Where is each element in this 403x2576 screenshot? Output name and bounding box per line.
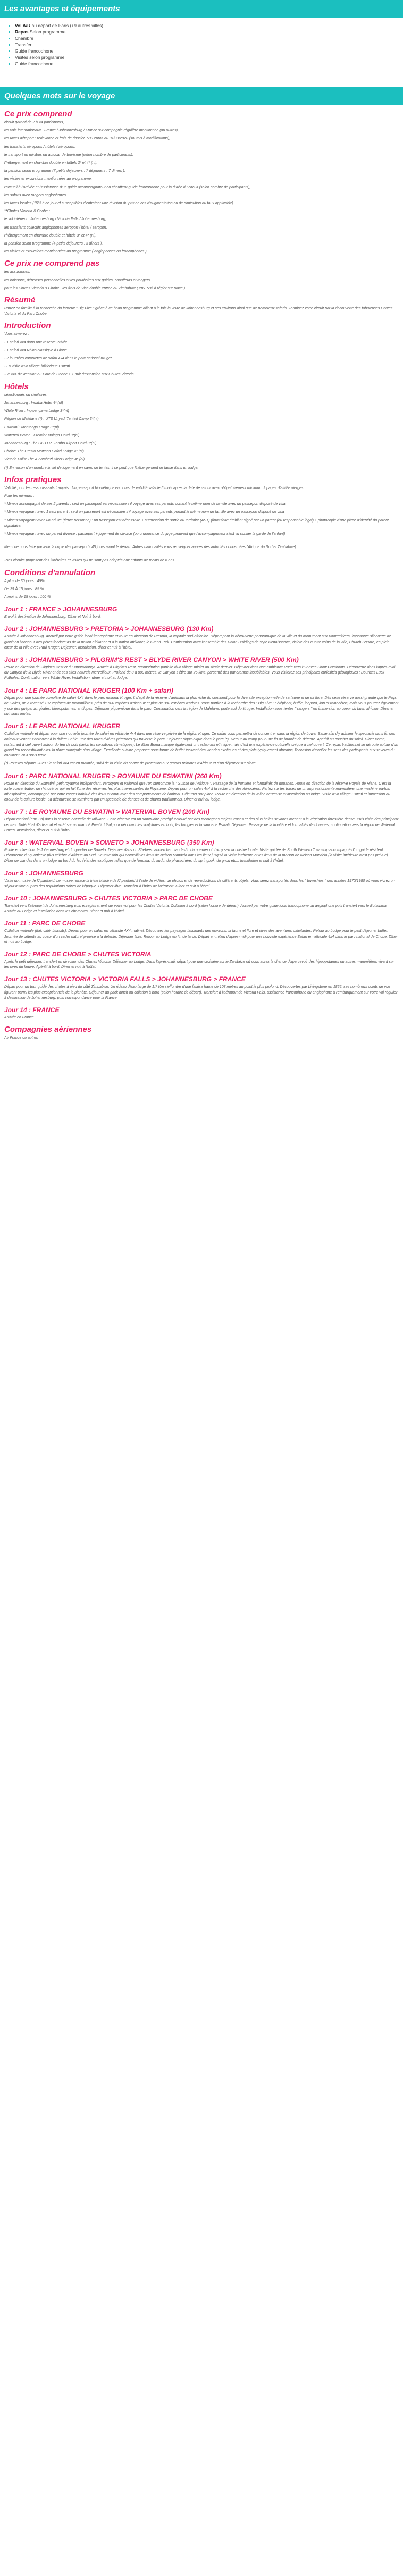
advantage-item [15,22,396,29]
day-description: Arrivée en France. [4,1016,35,1020]
price-includes-title: Ce prix comprend [4,110,72,119]
price-includes-item: le vol intérieur : Johannesburg / Victoria Falls / Johannesburg, [4,217,106,222]
day-title: Jour 14 : FRANCE [4,1006,60,1014]
day-description: Après le petit déjeuner, transfert en direction des Chutes Victoria. Déjeuner au Lodge. Dans l'après-midi, départ pour une croisière sur le Zambèze où vous aurez la chance d'apercevoir des hippopotames ou autres mammifères vivant sur les rives du fleuve. Apéritif à bord. Dîner et nuit à l'hôtel. [4,960,394,970]
practical-info-item: * Mineur voyageant avec 1 seul parent : seul un passeport est nécessaire s'il voyage avec ses parents portant le même nom de famille avec un passeport disposé de visa [4,510,284,515]
day-description: Route en direction de Johannesburg et du quartier de Soweto. Déjeuner dans un Shebeen ancien bar clandestin du quartier où l'on y sert la cuisine locale. Visite guidée de South Western Township accompagné d'un guide résident. Découverte du quartier le plus célèbre d'Afrique du Sud. Ce township qui accueillit les lieux de Nelson Mandela dans les lieux jusqu'à la visite intérieure et les lieux de la maison de Nelson Mandela (la visite intérieure n'est pas prévue). Dîner de viandes dans un lodge au bord du lac (viandes exotiques telles que de l'impala, du kudu, du phacochère, du springbok, du gnou etc... Installation et nuit à l'hôtel. [4,848,389,863]
price-includes-item: circuit garanti de 2 à 44 participants, [4,121,64,124]
price-excludes-item: les assurances, [4,270,30,274]
airlines-title: Compagnies aériennes [4,1025,92,1034]
hotels-title: Hôtels [4,382,29,391]
day-title: Jour 2 : JOHANNESBURG > PRETORIA > JOHANNESBURG (130 Km) [4,625,214,633]
price-includes-item: le transport en minibus ou autocar de tourisme (selon nombre de participants), [4,153,133,157]
day-description: Arrivée à Johannesburg. Accueil par votre guide local francophone et route en direction de Pretoria, la capitale sud-africaine. Départ pour la découverte panoramique de la ville et du monument aux Voortrekkers, imposante silhouette de granit en l'honneur des pères fondateurs de la nation afrikaner et à la nation afrikaner, le Grand Trek. Continuation avec l'ensemble des Union Buildings de style Renaissance, visible des quatre coins de la ville, Church Square, en plein cœur de la ville avec Paul Kruger. Déjeuner. Installation, dîner et nuit à l'hôtel. [4,635,391,650]
hotel-item: Johannesburg : Indaba Hotel 4* (nl) [4,401,63,405]
advantage-item [15,35,396,41]
price-includes-item: les visites et excursions mentionnées au programme ( anglophones ou francophones ) [4,250,147,254]
cancellation-title: Conditions d'annulation [4,568,96,577]
hotel-item: Chobe: The Cresta Mowana Safari Lodge 4* (nl) [4,450,84,454]
trip-content [0,110,403,1049]
advantages-section [0,18,403,72]
hotel-item: White River : Ingwenyama Lodge 3*(nl) [4,409,69,414]
price-includes-item: les vols internationaux : France / Johannesburg / France sur compagnie régulière mentionnée (ou autres), [4,129,179,133]
price-excludes-title: Ce prix ne comprend pas [4,259,100,268]
itinerary-days [4,605,399,1021]
day-description: (*) Pour les départs 2020 : le safari 4x4 est en matinée, suivi de la visite du centre de protection aux grands primates d'Afrique et d'un déjeuner sur place. [4,762,257,766]
advantage-item [15,29,396,35]
price-includes-item: la pension selon programme (4 petits déjeuners , 3 dîners ), [4,242,103,246]
price-includes-item: les safaris avec rangers anglophones [4,193,66,197]
day-title: Jour 6 : PARC NATIONAL KRUGER > ROYAUME DU ESWATINI (260 Km) [4,772,222,780]
introduction-item: Vous aimerez : [4,332,29,336]
price-includes-item: les taxes locales (15% à ce jour et susceptibles d'entraîner une révision du prix en cas d'augmentation ou de diminution du taux applicable) [4,201,233,206]
price-includes-item: les visites et excursions mentionnées au programme, [4,177,92,181]
advantage-text: Guide francophone [15,61,54,66]
practical-info-item: * Mineur voyageant avec un parent divorcé : passeport + jugement de divorce (ou ordonnance du juge prouvant que l'accompagnateur s'est vu confier la garde de l'enfant) [4,532,286,536]
day-description: Départ matinal (env. 3h) dans la réserve naturelle de Milwane. Cette réserve est un sanctuaire protégé entouré par des montagnes majestueuses et des plus belles savanes menant à la végétation forestière dense. Puis visite des principaux centres d'intérêt et d'artisanat et arrêt sur un marché Ewatii. Idéal pour découvrir les sculptures en bois, les bougies et la vannerie Eswati. Déjeuner. Passage de la frontière et formalités de douanes, continuation vers la région de Waterval Boven. Installation, dîner et nuit à l'hôtel. [4,818,399,832]
day-title: Jour 9 : JOHANNESBURG [4,869,83,877]
cancellation-item: A moins de 15 jours : 100 % [4,595,51,599]
practical-info-item: -Nos circuits proposent des itinéraires et visites qui ne sont pas adaptés aux enfants de moins de 6 ans [4,559,174,563]
price-includes-item: **Chutes Victoria & Chobe : [4,209,50,214]
hotel-item: Région de Malelane (*) : UTS Unyadi Tented Camp 3*(nl) [4,417,99,422]
introduction-item: - La visite d'un village folklorique Eswati [4,365,70,369]
day-description: Transfert vers l'aéroport de Johannesburg puis enregistrement sur votre vol pour les Chutes Victoria. Collation à bord (selon horaire de départ). Accueil par votre guide local francophone ou anglophone puis transfert vers le Botswana. Arrivée au Lodge et installation dans les chambres. Dîner et nuit à l'hôtel. [4,904,388,914]
summary-title: Résumé [4,296,36,305]
trip-info-header: Quelques mots sur le voyage [0,87,403,105]
day-title: Jour 10 : JOHANNESBURG > CHUTES VICTORIA > PARC DE CHOBE [4,895,213,903]
day-description: Envol à destination de Johannesburg. Dîner et Nuit à bord. [4,615,102,619]
hotel-item: Waterval Boven : Premier Malaga Hotel 3*(nl) [4,433,80,437]
price-excludes-item: les boissons, dépenses personnelles et les pourboires aux guides, chauffeurs et rangers [4,278,150,282]
price-excludes-list [4,270,399,291]
day-title: Jour 7 : LE ROYAUME DU ESWATINI > WATERVAL BOVEN (200 Km) [4,808,209,816]
advantage-text: Transfert [15,42,33,47]
hotel-item: Eswatini : Montenga Lodge 3*(nl) [4,425,60,430]
day-title: Jour 13 : CHUTES VICTORIA > VICTORIA FALLS > JOHANNESBURG > FRANCE [4,975,246,983]
day-title: Jour 11 : PARC DE CHOBE [4,920,86,928]
practical-info-item: Validité pour les ressortissants français : Un passeport biométrique en cours de validité valable 6 mois après la date de retour avec obligatoirement minimum 2 pages d'affilée vierges. [4,486,305,490]
introduction-list [4,332,399,377]
advantage-text: Chambre [15,36,33,41]
price-includes-item: les transferts aéroports / hôtels / aéroports, [4,145,75,149]
advantage-item [15,41,396,48]
hotel-item: (*) En raison d'un nombre limité de logement en camp de tentes, il se peut que l'hébergement se fasse dans un lodge. [4,466,199,470]
practical-info-list [4,486,399,564]
price-includes-item: l'accueil à l'arrivée et l'assistance d'un guide accompagnateur ou chauffeur-guide francophone pour la durée du circuit (selon nombre de participants), [4,185,251,189]
practical-info-item: Pour les mineurs : [4,494,35,498]
day-description: Visite du musée de l'Apartheid. Le musée retrace la triste histoire de l'Apartheid à l'aide de vidéos, de photos et de reproductions de différents objets. Vous serez transportés dans les " townships " des années 1970/1980 où vous vivrez un séjour intime auprès des populations noires de l'époque. Déjeuner libre. Transfert à l'hôtel de l'aéroport. Dîner et nuit à l'hôtel. [4,879,395,888]
cancellation-item: A plus de 30 jours : 45% [4,579,45,583]
practical-info-title: Infos pratiques [4,475,62,484]
page [0,0,403,1049]
advantages-list [7,22,396,67]
price-includes-list [4,120,399,255]
day-title: Jour 5 : LE PARC NATIONAL KRUGER [4,722,121,730]
hotel-item: Victoria Falls: The A Zambezi River Lodge 4* (nl) [4,458,85,462]
advantage-text: au départ de Paris (+9 autres villes) [30,23,104,28]
day-title: Jour 3 : JOHANNESBURG > PILGRIM'S REST > BLYDE RIVER CANYON > WHITE RIVER (500 Km) [4,655,299,663]
day-title: Jour 8 : WATERVAL BOVEN > SOWETO > JOHANNESBURG (350 Km) [4,839,214,847]
day-title: Jour 1 : FRANCE > JOHANNESBURG [4,605,117,613]
summary-text: Partez en famille à la recherche du fameux " Big Five " grâce à ce beau programme alliant à la fois la visite de Johannesburg et ses environs ainsi que de nombreux safaris. Terminez votre circuit par la découverte des fabuleuses Chutes Victoria et du Parc Chobe. [4,307,393,316]
advantage-item [15,48,396,54]
cancellation-item: De 29 À 15 jours : 85 % [4,587,44,591]
introduction-title: Introduction [4,321,51,331]
introduction-item: -Le 4x4 d'extension au Parc de Chobe + 1 nuit d'extension aux Chutes Victoria [4,373,134,377]
price-includes-item: l'hébergement en chambre double en hôtels 3* et 4* (nl), [4,161,98,165]
day-description: Collation matinale et départ pour une nouvelle journée de safari en véhicule 4x4 dans une réserve privée de la région Kruger. Ce safari vous permettra de concentrer dans la région de Lower Sabie afin d'y admirer le spectacle sans fin des animaux venant s'abreuver à la rivière Sabie, une des rares rivières pérennes qui traverse le parc. Déjeuner pique-nique dans le parc (*). Retour au camp pour une fin de journée de détente. Apéritif au coucher du soleil. Dîner Boma, restaurant à ciel ouvert autour du feu de bois (selon les conditions climatiques). Le dîner Boma marque également un restaurant ethnique mais c'est une expérience culturelle unique à ciel ouvert. Ce repas traditionnel se déroule autour d'un grand feu reconstituant ainsi la place principale d'un village. Excellente cuisine proposée sous forme de buffet incluant des viandes exotiques et des plats typiquement africains, l'occasion d'éveiller les sens des participants aux saveurs du continent. Nuit sous tente. [4,732,398,758]
day-title: Jour 4 : LE PARC NATIONAL KRUGER (100 Km + safari) [4,686,173,694]
advantage-item [15,54,396,61]
advantage-item [15,61,396,67]
advantage-text: Visites selon programme [15,55,65,60]
day-description: Route en direction de Pilgrim's Rest et du Mpumalanga. Arrivée à Pilgrim's Rest, reconstitution parfaite d'un village minier du siècle dernier. Déjeuner dans une ambiance Ruée vers l'Or avec Show Gumboots. Découverte dans l'après-midi du Canyon de la Blyde River et de ses sites naturels merveilleux. Profond de 8 à 800 mètres, le Canyon s'étire sur 26 kms, parsemé des panoramas inoubliables. Vous visiterez ses principales curiosités géologiques : Bourke's Luck Potholes. Continuation vers White River. Installation, dîner et nuit au lodge. [4,665,396,680]
introduction-item: - 1 safari 4x4 dans une réserve Privée [4,340,68,344]
advantage-bold: Vol A/R [15,23,31,28]
price-includes-item: l'hébergement en chambre double et hôtels 3* et 4* (nl), [4,233,97,238]
hotel-item: Johannesburg : The GC O.R. Tambo Airport Hotel 3*(nl) [4,441,97,445]
price-excludes-item: pour les Chutes Victoria & Chobe : les frais de Visa double entrée au Zimbabwe ( env. 50$ à régler sur place ) [4,286,186,290]
day-title: Jour 12 : PARC DE CHOBE > CHUTES VICTORIA [4,950,152,958]
practical-info-item: * Mineur voyageant avec un adulte (tierce personne) : un passeport est nécessaire + autorisation de sortie du territoire (AST) (formulaire établi et signé par un parent (ou responsable légal) + photocopie d'une pièce d'identité du parent signataire. [4,518,389,528]
day-description: Départ pour une journée complète de safari 4X4 dans le parc national Kruger. Il s'agit de la réserve d'animaux la plus riche du continent pour la diversité exceptionnelle de sa faune et de sa flore. Dès cette réserve aussi grande que le Pays de Galles, on a recensé 137 espèces de mammifères, près de 500 espèces d'oiseaux et plus de 300 espèces d'arbres. Vous partirez à la recherche des " Big Five " : éléphant, buffle, léopard, lion et rhinocéros, mais vous pourrez également y voir des guépards, girafes, hippopotames, antilopes. Déjeuner pique-nique dans le parc. Continuation vers la région de Malelane, porte sud du Kruger. Installation sous tentes " rangers " en immersion au coeur du bush africain. Dîner et nuit sous tentes. [4,696,399,717]
airlines-text: Air France ou autres [4,1036,38,1040]
cancellation-list [4,579,399,601]
day-description: Collation matinale (thé, café, biscuits). Départ pour un safari en véhicule 4X4 matinal. Découvrez les paysages fascinants des environs, la faune et flore et vivez des aventures palpitantes. Retour au Lodge pour le petit déjeuner buffet. Journée de détente au coeur d'un cadre naturel propice à la détente. Déjeuner libre. Retour au Lodge en fin de tarde. Départ en milieu d'après-midi pour une nouvelle expérience Safari en véhicule 4x4 dans le parc national de Chobe. Dîner et nuit au Lodge. [4,929,398,944]
day-description: Départ pour un tour guidé des chutes à pied du côté Zimbabwe. Un rideau d'eau large de 1,7 Km s'effondre d'une falaise haute de 108 mètres au point le plus profond. Découvertes par Livingstone en 1855, ses nombreux points de vue figurent parmi les plus exceptionnels de la planète. Déjeuner au pack lunch ou collation à bord (selon horaire de départ). Transfert à l'aéroport de Victoria Falls, assistance francophone ou anglophone à l'embarquement sur votre vol régulier à destination de Johannesburg, puis correspondance pour la France. [4,985,398,1000]
advantage-text: Guide francophone [15,48,54,54]
price-includes-item: les transferts collectifs anglophones aéroport / hôtel / aéroport, [4,225,107,230]
introduction-item: - 2 journées complètes de safari 4x4 dans le parc national Kruger [4,357,112,361]
hotel-item: sélectionnés ou similaires : [4,393,49,397]
price-includes-item: la pension selon programme (7 petits déjeuners , 7 déjeuners , 7 dîners ), [4,169,125,173]
practical-info-item: * Mineur accompagné de ses 2 parents : seul un passeport est nécessaire s'il voyage avec ses parents portant le même nom de famille avec un passeport disposé de visa [4,502,286,507]
advantage-bold: Repas [15,29,29,35]
introduction-item: - 1 safari 4x4 Rhino classique à Hlane [4,348,67,352]
day-description: Route en direction du Eswatini, petit royaume indépendant, verdoyant et vallonné que l'on surnomme la " Suisse de l'Afrique ". Passage de la frontière et formalités de douanes. Route en direction de la réserve Royale de Hlane. C'est la forte concentration de rhinocéros qui en fait l'une des réserves les plus intéressantes du Royaume. Départ pour un safari 4x4 à la recherche des rhinocéros. Partez sur les traces de un impressionnante mammifère, une machine parfois inhospitalière, accompagné par votre ranger habitué des lieux et coutumier des comportements de l'animal. Déjeuner sur place. Route en direction de la vallée heureuse et installation au lodge. Visite d'un village Eswati et immersion au coeur de la culture locale. La découverte se terminera par un spectacle de danses et de chants traditionnels. Dîner et nuit au lodge. [4,781,391,802]
hotels-list [4,393,399,471]
practical-info-item: Merci de nous faire parvenir la copie des passeports 45 jours avant le départ. Autres nationalités vous renseigner auprès des autorités concernées (Afrique du Sud et Zimbabwe) [4,545,296,550]
price-includes-item: les taxes aéroport : redevance et frais de dossier. 500 euros au 01/03/2020 (soumis à modifications), [4,137,171,141]
advantage-text: Selon programme [28,29,66,35]
advantages-header: Les avantages et équipements [0,0,403,18]
